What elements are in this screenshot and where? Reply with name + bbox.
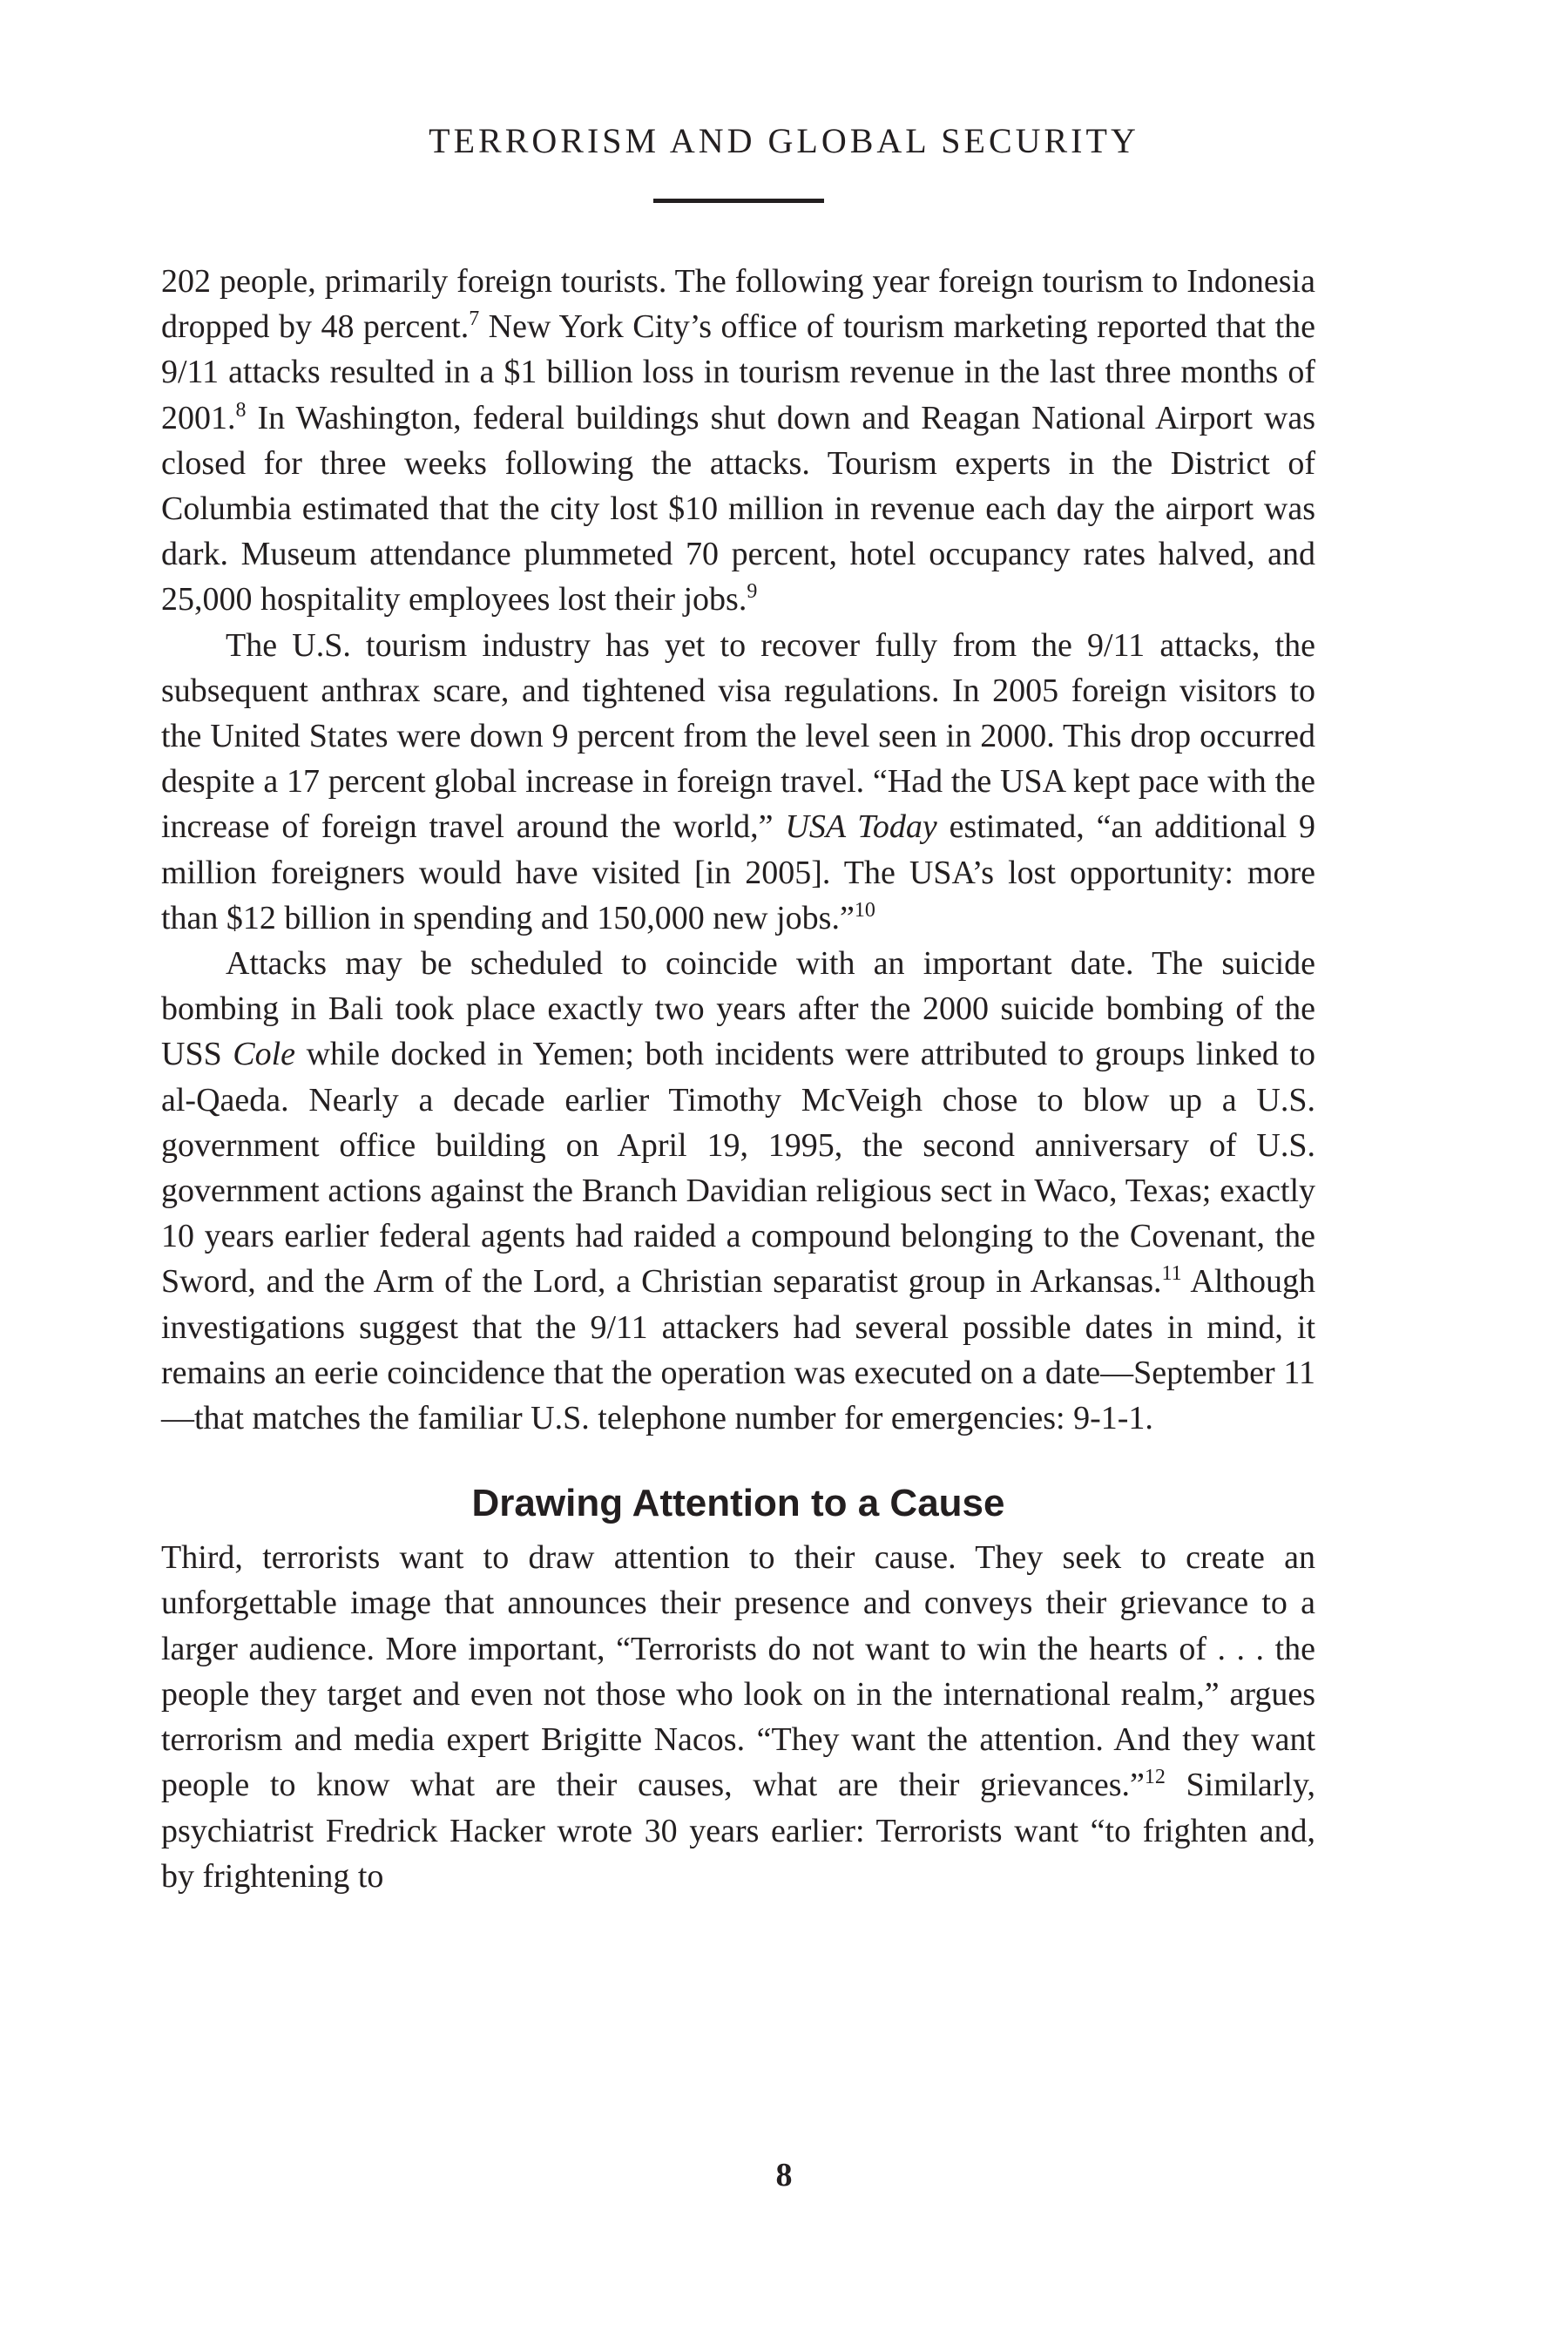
body-text — [161, 259, 1315, 1899]
footnote-ref: 11 — [1161, 1262, 1182, 1286]
text-run: The U.S. tourism industry has yet to recover fully from the 9/11 attacks, the subsequent anthrax scare, and tightened visa regulations. In 2005 foreign visitors to the United States were down 9 percent from the level seen in 2000. This drop occurred despite a 17 percent global increase in foreign travel. “Had the USA kept pace with the increase of foreign travel around the world,” — [161, 626, 1315, 846]
paragraph-us-tourism — [161, 623, 1315, 941]
running-head: TERRORISM AND GLOBAL SECURITY — [429, 121, 1139, 160]
text-run: Similarly, psychiatrist Fredrick Hacker wrote 30 years earlier: Terrorists want “to frighten and, by frightening to — [161, 1767, 1315, 1895]
text-run: while docked in Yemen; both incidents were attributed to groups linked to al-Qaeda. Nearly a decade earlier Timothy McVeigh chose to blow up a U.S. government office building on April 19, 1995, the second anniversary of U.S. government actions against the Branch Davidian religious sect in Waco, Texas; exactly 10 years earlier federal agents had raided a compound belonging to the Covenant, the Sword, and the Arm of the Lord, a Christian separatist group in Arkansas. — [161, 1036, 1315, 1301]
ship-name: Cole — [233, 1036, 296, 1073]
footnote-ref: 7 — [469, 308, 480, 331]
paragraph-important-dates — [161, 941, 1315, 1441]
text-run: Attacks may be scheduled to coincide with an important date. The suicide bombing in Bali took place exactly two years after the 2000 suicide bombing of the USS — [161, 945, 1315, 1073]
text-run: Third, terrorists want to draw attention to their cause. They seek to create an unforgettable image that announces their presence and conveys their grievance to a larger audience. More important, “Terrorists do not want to win the hearts of . . . the people they target and even not those who look on in the international realm,” argues terrorism and media expert Brigitte Nacos. “They want the attention. And they want people to know what are their causes, what are their grievances.” — [161, 1539, 1315, 1804]
text-run: 202 people, primarily foreign tourists. The following year foreign tourism to Indonesia dropped by 48 percent. — [161, 263, 1315, 346]
text-run: In Washington, federal buildings shut down and Reagan National Airport was closed for three weeks following the attacks. Tourism experts in the District of Columbia estimated that the city lost $10 million in revenue each day the airport was dark. Museum attendance plummeted 70 percent, hotel occupancy rates halved, and 25,000 hospitality employees lost their jobs. — [161, 399, 1315, 618]
publication-title: USA Today — [785, 808, 937, 846]
header-rule — [653, 199, 824, 203]
footnote-ref: 9 — [747, 580, 758, 604]
text-run: Although investigations suggest that the 9/11 attackers had several possible dates in mind, it remains an eerie coincidence that the operation was executed on a date—September 11—that matches the familiar U.S. telephone number for emergencies: 9-1-1. — [161, 1263, 1315, 1437]
text-run: estimated, “an additional 9 million foreigners would have visited [in 2005]. The USA’s lost opportunity: more than $12 billion in spending and 150,000 new jobs.” — [161, 808, 1316, 936]
footnote-ref: 12 — [1144, 1766, 1166, 1789]
section-heading: Drawing Attention to a Cause — [471, 1482, 1005, 1525]
footnote-ref: 10 — [854, 898, 875, 922]
footnote-ref: 8 — [235, 398, 247, 422]
text-run: New York City’s office of tourism marketing reported that the 9/11 attacks resulted in a $1 billion loss in tourism revenue in the last three months of 2001. — [161, 308, 1315, 436]
paragraph-attention — [161, 1535, 1315, 1899]
page-number: 8 — [775, 2157, 793, 2193]
paragraph-tourism-losses — [161, 259, 1315, 623]
